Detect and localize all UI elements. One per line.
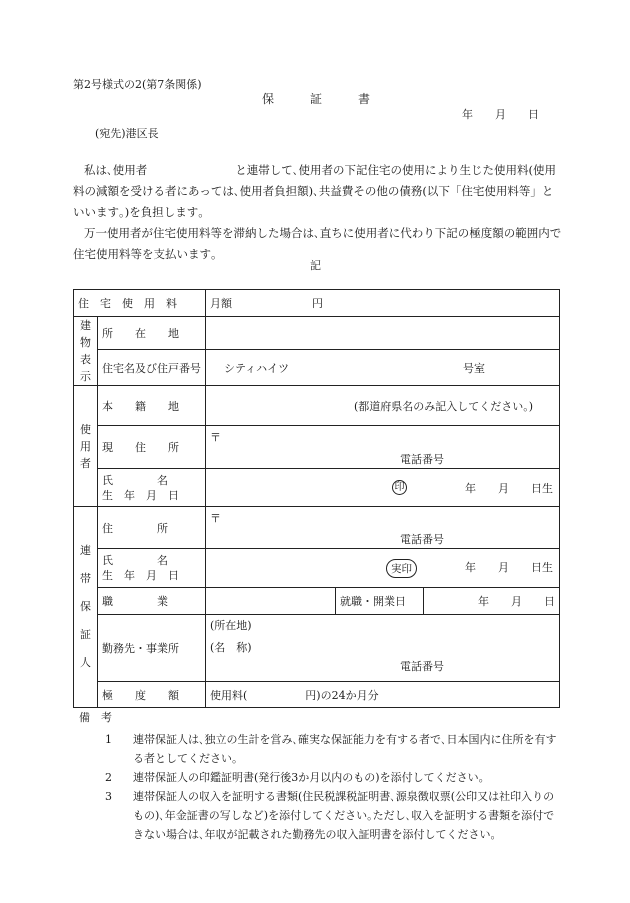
note-number: 3 [105, 790, 112, 803]
limit-prefix: 使用料( [210, 688, 248, 702]
paragraph-2: 万一使用者が住宅使用料等を滞納した場合は､直ちに使用者に代わり下記の極度額の範囲内で住宅使用料等を支払います｡ [73, 226, 562, 261]
ki-label: 記 [310, 259, 321, 272]
note-number: 2 [105, 771, 112, 784]
g-address-field[interactable] [206, 507, 560, 549]
employment-date[interactable] [424, 588, 560, 615]
g-name-label: 氏 名 [102, 554, 168, 567]
workplace-name: (名 称) [210, 641, 252, 654]
para1-start: 私は､使用者 [84, 163, 148, 177]
employment-date-value: 年 月 日 [478, 595, 556, 608]
g-seal-mark: 実印 [386, 559, 417, 578]
user-group: 使 用 者 [74, 386, 98, 507]
rent-value-cell[interactable] [206, 290, 560, 317]
phone-label: 電話番号 [400, 453, 444, 466]
name-birth-field[interactable] [206, 469, 560, 507]
note-number: 1 [105, 733, 112, 746]
limit-field[interactable] [206, 682, 560, 708]
addressee: (宛先)港区長 [95, 127, 159, 140]
notes [73, 708, 563, 844]
house-name-value: シティハイツ [224, 361, 290, 375]
workplace-field[interactable] [206, 615, 560, 682]
g-address-label: 住 所 [98, 507, 206, 549]
note-text: 連帯保証人の印鑑証明書(発行後3か月以内のもの)を添付してください｡ [133, 771, 485, 784]
seal-mark: 印 [392, 480, 407, 495]
location-field[interactable] [206, 317, 560, 350]
rent-monthly: 月額 [210, 297, 232, 310]
name-label: 氏 名 [102, 473, 168, 487]
limit-label: 極 度 額 [98, 682, 206, 708]
postal-mark: 〒 [210, 431, 221, 444]
guarantor-group: 連 帯 保 証 人 [74, 507, 98, 708]
domicile-label: 本 籍 地 [98, 386, 206, 426]
workplace-label: 勤務先・事業所 [98, 615, 206, 682]
limit-suffix: 円)の24か月分 [305, 688, 379, 702]
page-title: 保 証 書 [262, 92, 371, 106]
building-group: 建 物 表 示 [74, 317, 98, 386]
g-birth-date: 年 月 日生 [465, 560, 554, 574]
employment-date-label: 就職・開業日 [336, 588, 424, 615]
workplace-location: (所在地) [210, 619, 252, 632]
domicile-field[interactable] [206, 386, 560, 426]
name-birth-label [98, 469, 206, 507]
occupation-label: 職 業 [98, 588, 206, 615]
domicile-note: (都道府県名のみ記入してください｡) [353, 399, 534, 413]
birth-date: 年 月 日生 [465, 481, 554, 495]
g-name-birth-label [98, 549, 206, 588]
para1-rest: と連帯して､使用者の下記住宅の使用により生じた使用料(使用料の減額を受ける者にあっては､使用者負担額)､共益費その他の債務(以下「住宅使用料等」といいます｡)を負担します｡ [73, 163, 556, 219]
g-name-birth-field[interactable] [206, 549, 560, 588]
house-name-field[interactable] [206, 350, 560, 386]
note-text: 連帯保証人の収入を証明する書類(住民税課税証明書､源泉徴収票(公印又は社印入りのもの)､年金証書の写しなど)を添付してください｡ただし､収入を証明する書類を添付できない場合は､年収が記載された勤務先の収入証明書を添付してください｡ [133, 790, 555, 841]
address-field[interactable] [206, 426, 560, 469]
address-label: 現 住 所 [98, 426, 206, 469]
form-number: 第2号様式の2(第7条関係) [73, 78, 202, 91]
note-item [73, 768, 563, 787]
rent-label-cell [74, 290, 206, 317]
note-text: 連帯保証人は､独立の生計を営み､確実な保証能力を有する者で､日本国内に住所を有する者としてください｡ [133, 733, 557, 765]
house-name-label: 住宅名及び住戸番号 [98, 350, 206, 386]
note-item [73, 730, 563, 768]
room-suffix: 号室 [463, 361, 486, 375]
g-birth-label: 生 年 月 日 [102, 569, 179, 582]
paragraph-1 [73, 160, 563, 223]
birth-label: 生 年 月 日 [102, 488, 179, 502]
workplace-phone: 電話番号 [400, 660, 444, 673]
occupation-field[interactable] [206, 588, 336, 615]
rent-label: 住 宅 使 用 料 [78, 297, 177, 310]
rent-yen: 円 [312, 297, 323, 310]
date-line: 年 月 日 [462, 108, 539, 121]
g-phone-label: 電話番号 [400, 533, 444, 546]
guarantee-form-table [73, 289, 560, 708]
location-label: 所 在 地 [98, 317, 206, 350]
note-item [73, 787, 563, 844]
g-postal-mark: 〒 [210, 512, 221, 525]
notes-heading: 備 考 [79, 711, 112, 724]
